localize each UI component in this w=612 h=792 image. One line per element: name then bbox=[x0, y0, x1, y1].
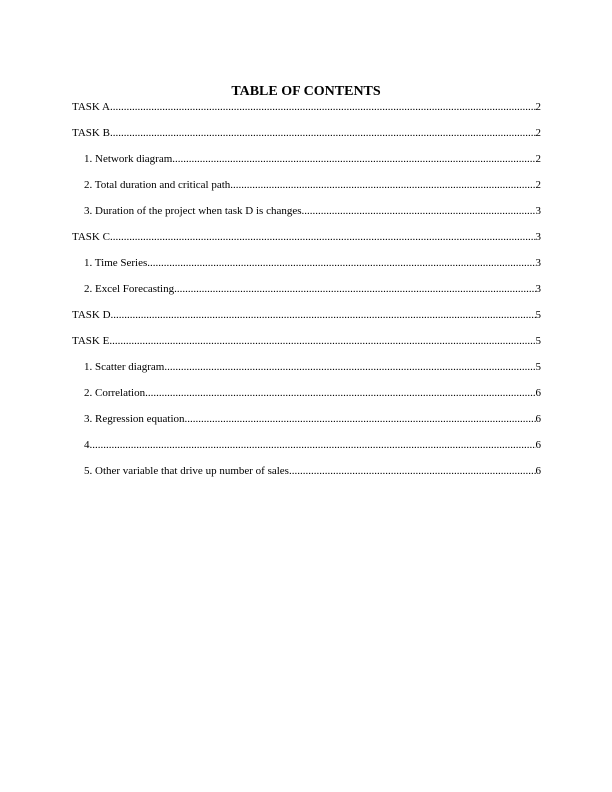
toc-entry-label: 2. Excel Forecasting bbox=[84, 283, 175, 295]
toc-entry-page-number: 5 bbox=[535, 335, 541, 347]
toc-entry-scatter-diagram[interactable] bbox=[72, 360, 541, 386]
toc-entry-task-e[interactable] bbox=[72, 334, 541, 360]
toc-entry-label: TASK E bbox=[72, 335, 110, 347]
toc-entry-page-number: 6 bbox=[535, 465, 541, 477]
toc-entry-label: 4. bbox=[84, 439, 93, 451]
toc-entry-total-duration[interactable] bbox=[72, 178, 541, 204]
toc-entry-page-number: 2 bbox=[535, 153, 541, 165]
toc-entry-label: 2. Total duration and critical path bbox=[84, 179, 231, 191]
toc-entry-page-number: 6 bbox=[535, 439, 541, 451]
toc-dot-leader bbox=[230, 178, 535, 192]
toc-dot-leader bbox=[185, 412, 536, 426]
toc-entry-label: 3. Duration of the project when task D is changes bbox=[84, 205, 302, 217]
toc-entry-label: 1. Network diagram bbox=[84, 153, 173, 165]
toc-entry-label: 3. Regression equation bbox=[84, 413, 185, 425]
toc-entry-network-diagram[interactable] bbox=[72, 152, 541, 178]
toc-entry-page-number: 3 bbox=[535, 231, 541, 243]
toc-entry-page-number: 2 bbox=[535, 127, 541, 139]
toc-dot-leader bbox=[164, 360, 535, 374]
toc-entry-label: 5. Other variable that drive up number of sales bbox=[84, 465, 289, 477]
toc-entry-label: TASK D bbox=[72, 309, 111, 321]
toc-dot-leader bbox=[145, 386, 535, 400]
toc-entry-page-number: 5 bbox=[535, 309, 541, 321]
toc-dot-leader bbox=[174, 282, 535, 296]
toc-entry-label: 1. Scatter diagram bbox=[84, 361, 165, 373]
toc-title: TABLE OF CONTENTS bbox=[231, 84, 381, 99]
toc-dot-leader bbox=[172, 152, 535, 166]
toc-entry-page-number: 6 bbox=[535, 387, 541, 399]
toc-entry-label: TASK B bbox=[72, 127, 110, 139]
toc-entry-page-number: 3 bbox=[535, 283, 541, 295]
toc-entry-page-number: 2 bbox=[535, 179, 541, 191]
toc-entry-correlation[interactable] bbox=[72, 386, 541, 412]
toc-dot-leader bbox=[147, 256, 535, 270]
toc-entry-label: 1. Time Series bbox=[84, 257, 148, 269]
toc-entry-task-a[interactable] bbox=[72, 100, 541, 126]
toc-entry-page-number: 5 bbox=[535, 361, 541, 373]
toc-entry-label: 2. Correlation bbox=[84, 387, 146, 399]
toc-entry-page-number: 3 bbox=[535, 205, 541, 217]
toc-entry-label: TASK C bbox=[72, 231, 110, 243]
toc-entry-project-duration[interactable] bbox=[72, 204, 541, 230]
toc-entry-other-variable[interactable] bbox=[72, 464, 541, 490]
toc-entry-label: TASK A bbox=[72, 101, 110, 113]
toc-dot-leader bbox=[302, 204, 536, 218]
toc-entry-regression-equation[interactable] bbox=[72, 412, 541, 438]
toc-dot-leader bbox=[109, 334, 535, 348]
toc-list bbox=[72, 100, 541, 490]
toc-dot-leader bbox=[111, 308, 536, 322]
toc-dot-leader bbox=[110, 100, 536, 114]
toc-entry-task-c[interactable] bbox=[72, 230, 541, 256]
toc-entry-time-series[interactable] bbox=[72, 256, 541, 282]
toc-dot-leader bbox=[110, 126, 536, 140]
toc-entry-page-number: 2 bbox=[535, 101, 541, 113]
toc-dot-leader bbox=[110, 230, 536, 244]
toc-entry-page-number: 6 bbox=[535, 413, 541, 425]
toc-entry-item-4[interactable] bbox=[72, 438, 541, 464]
toc-dot-leader bbox=[92, 438, 535, 452]
toc-entry-page-number: 3 bbox=[535, 257, 541, 269]
toc-dot-leader bbox=[289, 464, 536, 478]
toc-entry-task-d[interactable] bbox=[72, 308, 541, 334]
toc-entry-excel-forecasting[interactable] bbox=[72, 282, 541, 308]
toc-entry-task-b[interactable] bbox=[72, 126, 541, 152]
